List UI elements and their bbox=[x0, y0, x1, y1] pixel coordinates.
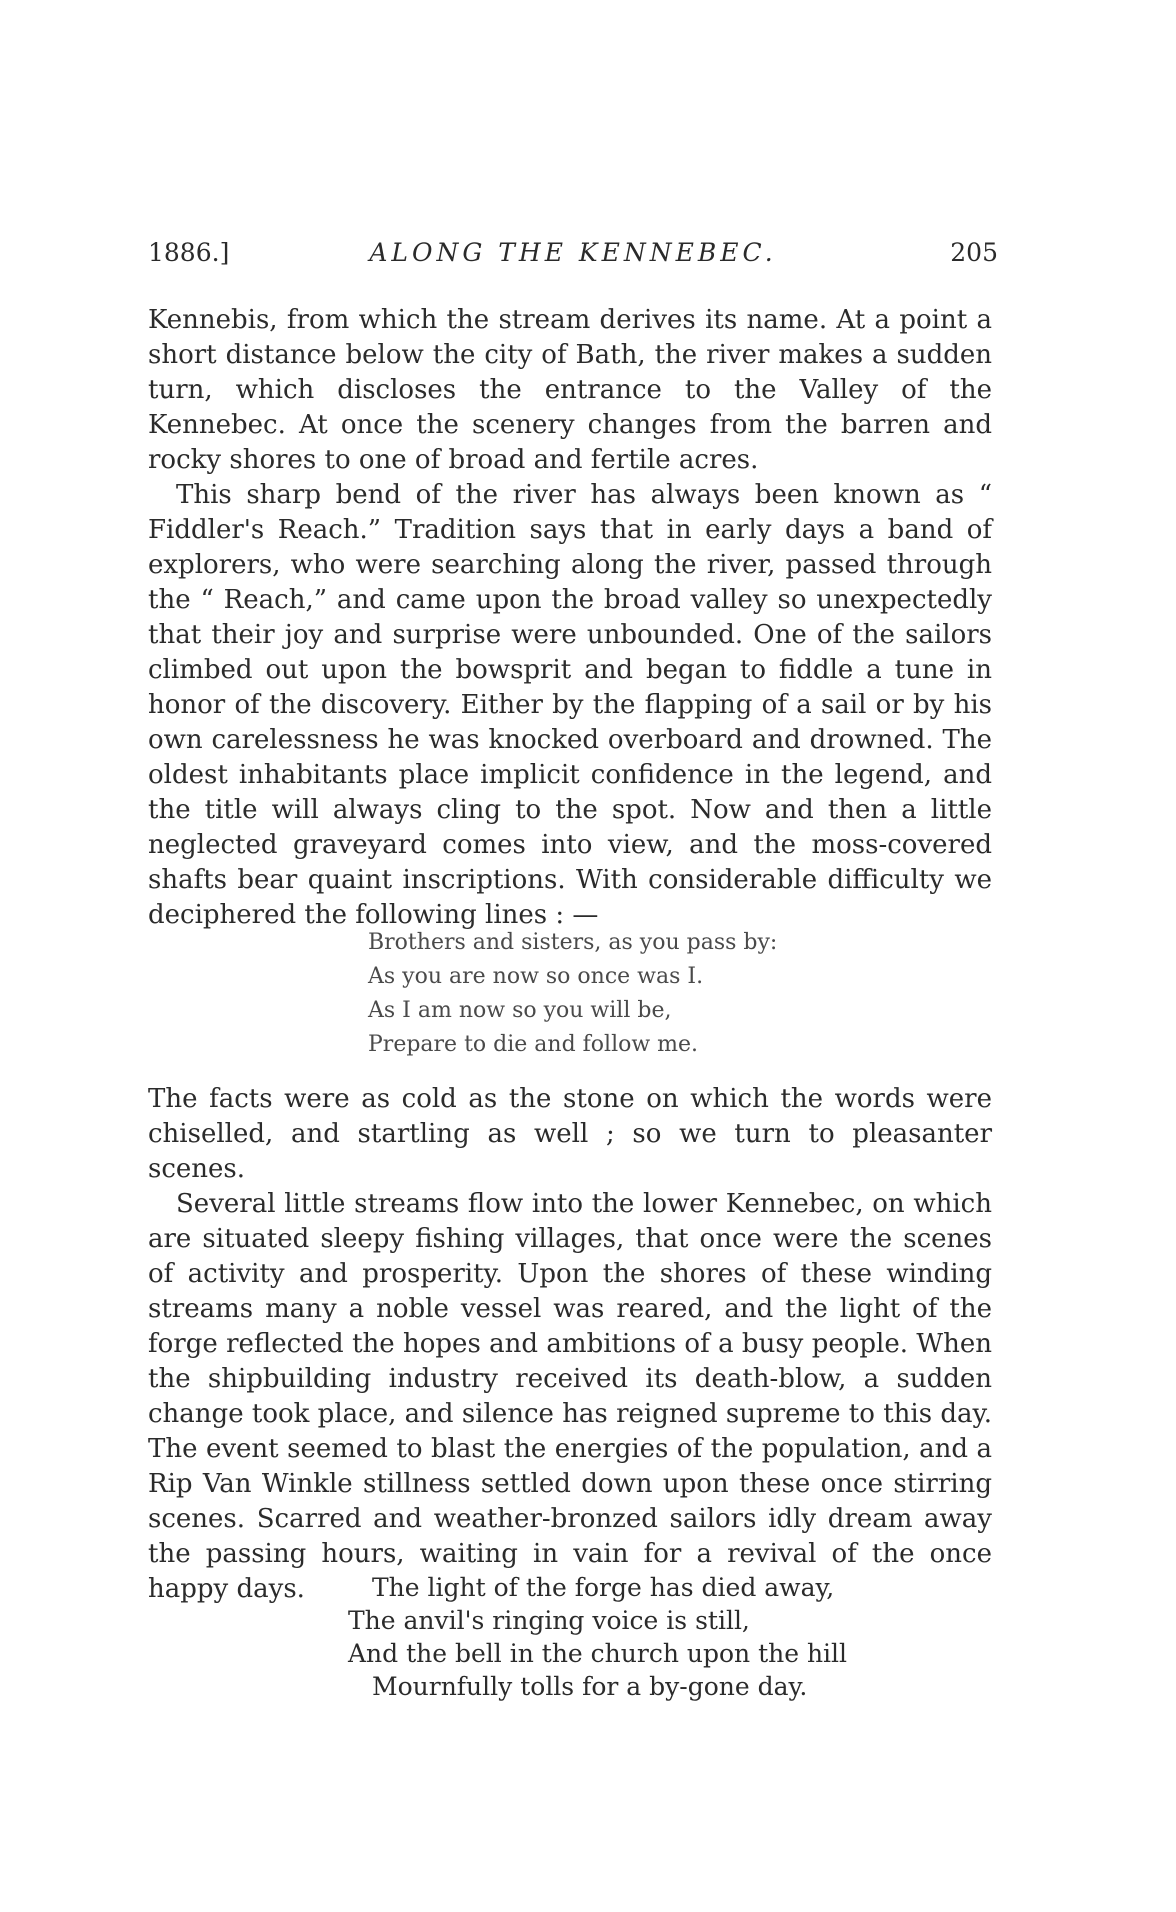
header-year: 1886.] bbox=[148, 238, 230, 267]
verse-line: Mournfully tolls for a by-gone day. bbox=[372, 1672, 808, 1701]
verse-line: As you are now so once was I. bbox=[368, 964, 704, 989]
verse-line: The anvil's ringing voice is still, bbox=[348, 1606, 750, 1635]
running-header bbox=[148, 238, 998, 278]
paragraph: Several little streams flow into the lower Kennebec, on which are situated sleepy fishing villages, that once were the scenes of activity and prosperity. Upon the shores of these winding streams many a noble vessel was reared, and the light of the forge reflected the hopes and ambitions of a busy people. When the shipbuilding industry received its death-blow, a sudden change took place, and silence has reigned supreme to this day. The event seemed to blast the energies of the population, and a Rip Van Winkle stillness settled down upon these once stirring scenes. Scarred and weather-bronzed sailors idly dream away the passing hours, waiting in vain for a revival of the once happy days. bbox=[148, 1189, 992, 1604]
text-block-after-epitaph bbox=[148, 1082, 992, 1607]
verse-line: Prepare to die and follow me. bbox=[368, 1032, 699, 1057]
verse-line: As I am now so you will be, bbox=[368, 998, 672, 1023]
closing-verse bbox=[348, 1571, 847, 1703]
header-title: ALONG THE KENNEBEC. bbox=[369, 238, 777, 267]
text-block-before-epitaph bbox=[148, 303, 992, 933]
page-number: 205 bbox=[950, 238, 998, 267]
paragraph: This sharp bend of the river has always been known as “ Fiddler's Reach.” Tradition says that in early days a band of explorers, who were searching along the river, passed through the “ Reach,” and came upon the broad valley so unexpectedly that their joy and surprise were unbounded. One of the sailors climbed out upon the bowsprit and began to fiddle a tune in honor of the discovery. Either by the flapping of a sail or by his own carelessness he was knocked overboard and drowned. The oldest inhabitants place implicit confidence in the legend, and the title will always cling to the spot. Now and then a little neglected graveyard comes into view, and the moss-covered shafts bear quaint inscriptions. With considerable difficulty we deciphered the following lines : — bbox=[148, 480, 992, 930]
verse-line: And the bell in the church upon the hill bbox=[348, 1639, 848, 1668]
paragraph: The facts were as cold as the stone on which the words were chiselled, and startling as well ; so we turn to pleasanter scenes. bbox=[148, 1084, 992, 1184]
verse-line: Brothers and sisters, as you pass by: bbox=[368, 930, 778, 955]
paragraph: Kennebis, from which the stream derives its name. At a point a short distance below the city of Bath, the river makes a sudden turn, which discloses the entrance to the Valley of the Kennebec. At once the scenery changes from the barren and rocky shores to one of broad and fertile acres. bbox=[148, 305, 992, 475]
verse-line: The light of the forge has died away, bbox=[372, 1573, 835, 1602]
epitaph-verse bbox=[368, 926, 777, 1062]
